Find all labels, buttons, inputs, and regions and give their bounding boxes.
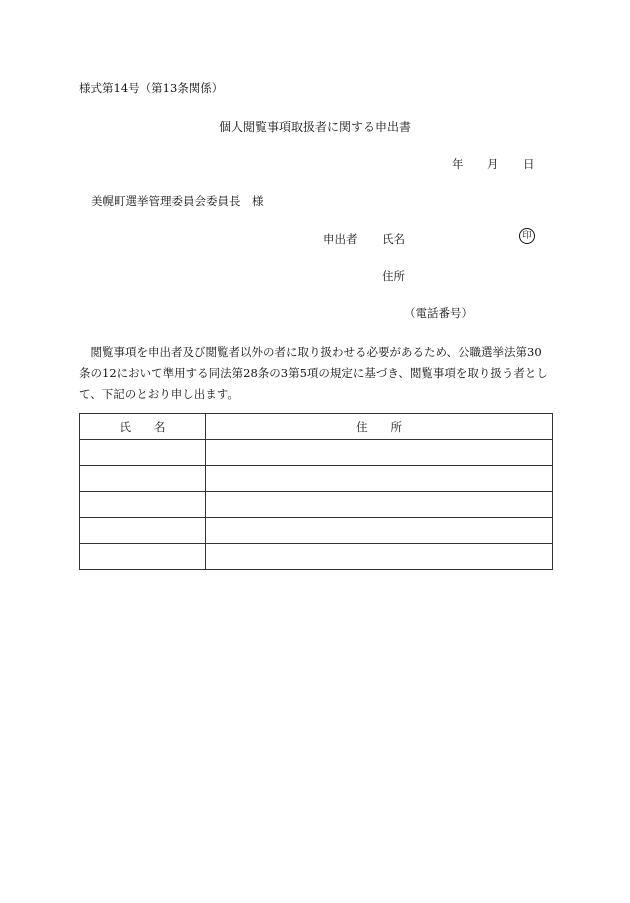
handler-table — [79, 413, 553, 570]
name-cell — [80, 466, 206, 492]
table-header-row — [80, 414, 553, 440]
table-row — [80, 518, 553, 544]
body-paragraph — [79, 342, 555, 405]
name-cell — [80, 518, 206, 544]
applicant-label: 申出者 — [323, 232, 358, 246]
address-cell — [206, 466, 553, 492]
form-number: 様式第14号（第13条関係） — [79, 81, 224, 95]
name-cell — [80, 492, 206, 518]
body-line: て、下記のとおり申し出ます。 — [79, 387, 239, 401]
table-row — [80, 440, 553, 466]
address-label: 住所 — [382, 269, 405, 283]
document-title: 個人閲覧事項取扱者に関する申出書 — [218, 120, 411, 134]
phone-label: （電話番号） — [404, 306, 473, 320]
table-row — [80, 544, 553, 570]
name-cell — [80, 544, 206, 570]
date-year-label: 年 — [452, 157, 464, 171]
date-month-label: 月 — [487, 157, 499, 171]
address-cell — [206, 492, 553, 518]
name-cell — [80, 440, 206, 466]
body-line: 条の12において準用する同法第28条の3第5項の規定に基づき、閲覧事項を取り扱う者とし — [79, 366, 548, 380]
addressee: 美幌町選挙管理委員会委員長 様 — [91, 194, 264, 208]
body-line: 閲覧事項を申出者及び閲覧者以外の者に取り扱わせる必要があるため、公職選挙法第30 — [79, 345, 542, 359]
seal-mark: 印 — [519, 228, 535, 244]
table-row — [80, 466, 553, 492]
address-cell — [206, 518, 553, 544]
address-cell — [206, 440, 553, 466]
name-column-header: 氏 名 — [80, 414, 206, 440]
table-row — [80, 492, 553, 518]
date-day-label: 日 — [523, 157, 535, 171]
address-cell — [206, 544, 553, 570]
name-label: 氏名 — [382, 232, 405, 246]
address-column-header: 住 所 — [206, 414, 553, 440]
